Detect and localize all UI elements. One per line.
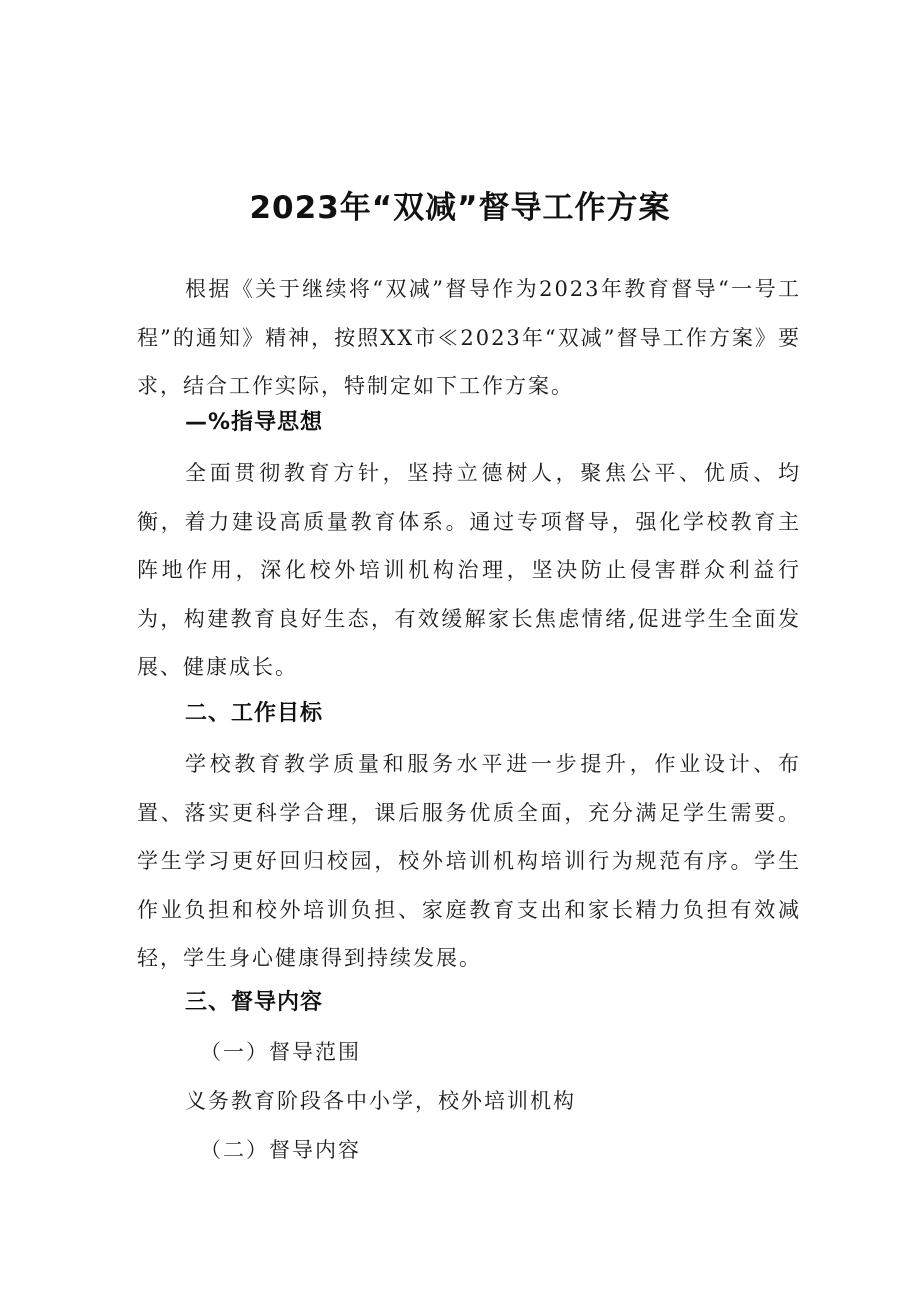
intro-paragraph: 根据《关于继续将“双减”督导作为2023年教育督导“一号工程”的通知》精神，按照XX市≪2023年“双减”督导工作方案》要求，结合工作实际，特制定如下工作方案。 (137, 277, 801, 398)
document-title: 2023年“双减”督导工作方案 (249, 189, 671, 226)
section-body-work-goals: 学校教育教学质量和服务水平进一步提升，作业设计、布置、落实更科学合理，课后服务优质全面，充分满足学生需要。学生学习更好回归校园，校外培训机构培训行为规范有序。学生作业负担和校外培训负担、家庭教育支出和家长精力负担有效减轻，学生身心健康得到持续发展。 (137, 752, 801, 970)
subsection-heading-content: （二）督导内容 (200, 1138, 361, 1162)
section-heading-guiding-ideology: —%指导思想 (185, 410, 324, 435)
section-heading-supervision-content: 三、督导内容 (185, 990, 324, 1015)
section-heading-work-goals: 二、工作目标 (185, 701, 324, 726)
subsection-body-scope: 义务教育阶段各中小学，校外培训机构 (185, 1089, 576, 1113)
section-body-guiding-ideology: 全面贯彻教育方针，坚持立德树人，聚焦公平、优质、均衡，着力建设高质量教育体系。通过专项督导，强化学校教育主阵地作用，深化校外培训机构治理，坚决防止侵害群众利益行为，构建教育良好生态，有效缓解家长焦虑情绪,促进学生全面发展、健康成长。 (137, 461, 801, 679)
subsection-heading-scope: （一）督导范围 (200, 1040, 361, 1064)
